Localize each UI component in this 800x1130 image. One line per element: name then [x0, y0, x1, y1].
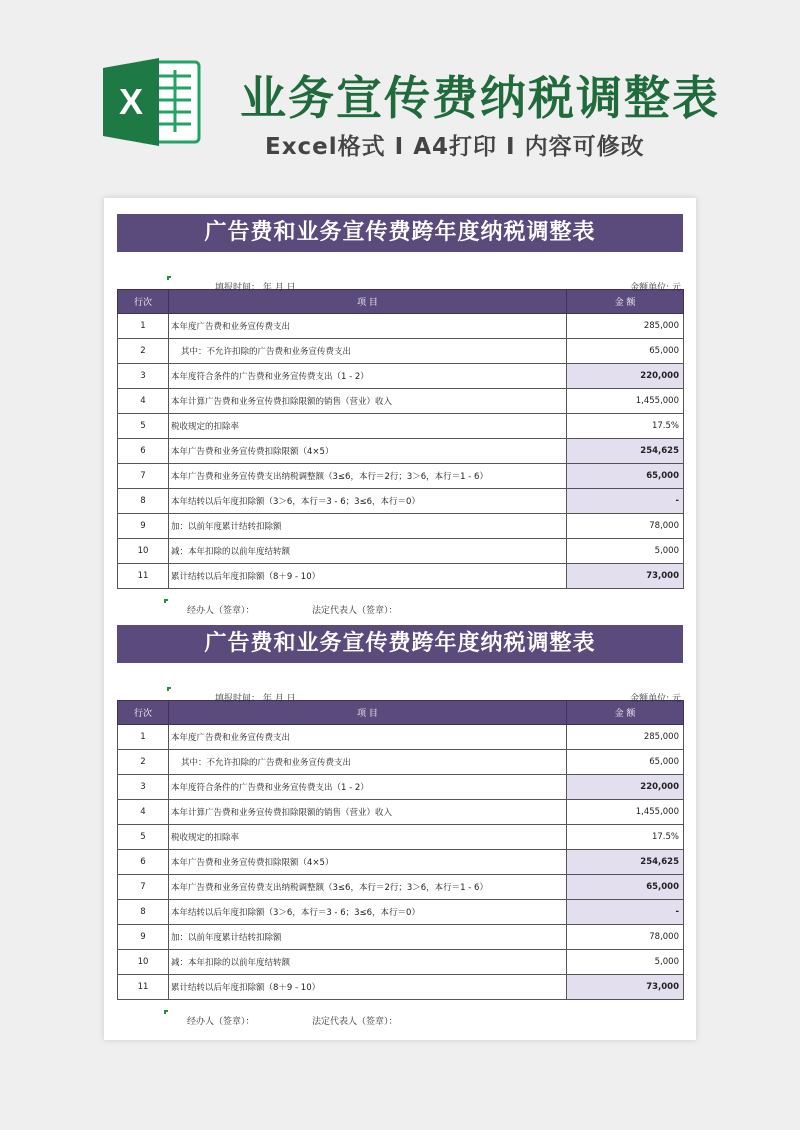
row-amount[interactable]: 73,000	[567, 975, 684, 1000]
table-row	[118, 339, 684, 364]
row-amount[interactable]: 65,000	[567, 339, 684, 364]
row-amount[interactable]: 220,000	[567, 775, 684, 800]
table-row	[118, 489, 684, 514]
row-amount[interactable]: 17.5%	[567, 414, 684, 439]
logo-letter: X	[118, 81, 144, 122]
row-amount[interactable]: 220,000	[567, 364, 684, 389]
row-no[interactable]: 2	[118, 339, 169, 364]
handler-signature-label: 经办人（签章）：	[187, 1017, 255, 1027]
row-item[interactable]: 本年度符合条件的广告费和业务宣传费支出（1 - 2）	[169, 775, 567, 800]
fill-date-label: 填报时间： 年 月 日	[215, 694, 296, 704]
row-no[interactable]: 5	[118, 825, 169, 850]
row-item[interactable]: 本年广告费和业务宣传费扣除限额（4×5）	[169, 850, 567, 875]
table-row	[118, 539, 684, 564]
row-no[interactable]: 11	[118, 564, 169, 589]
row-item[interactable]: 减：本年扣除的以前年度结转额	[169, 539, 567, 564]
table-row	[118, 875, 684, 900]
hero-banner	[0, 0, 800, 190]
row-amount[interactable]: 1,455,000	[567, 800, 684, 825]
row-item[interactable]: 减：本年扣除的以前年度结转额	[169, 950, 567, 975]
legal-rep-signature-label: 法定代表人（签章）：	[312, 1017, 398, 1027]
table-row	[118, 725, 684, 750]
table-row	[118, 950, 684, 975]
table-row	[118, 825, 684, 850]
row-amount[interactable]: 285,000	[567, 725, 684, 750]
paper-sheet	[104, 198, 696, 1040]
row-no[interactable]: 10	[118, 950, 169, 975]
sheet-title: 广告费和业务宣传费跨年度纳税调整表	[117, 214, 683, 252]
row-amount[interactable]: -	[567, 489, 684, 514]
table-row	[118, 900, 684, 925]
row-item[interactable]: 税收规定的扣除率	[169, 414, 567, 439]
table-row	[118, 364, 684, 389]
cell-marker-icon	[167, 276, 171, 280]
table-header-row	[118, 701, 684, 725]
table-row	[118, 750, 684, 775]
legal-rep-signature-label: 法定代表人（签章）：	[312, 606, 398, 616]
row-item[interactable]: 加：以前年度累计结转扣除额	[169, 514, 567, 539]
row-no[interactable]: 8	[118, 489, 169, 514]
row-item[interactable]: 本年度广告费和业务宣传费支出	[169, 725, 567, 750]
table-row	[118, 439, 684, 464]
tax-table-sheet-2	[117, 625, 683, 1034]
unit-label: 金额单位: 元	[630, 283, 681, 293]
header-amount: 金 额	[567, 701, 684, 725]
row-no[interactable]: 5	[118, 414, 169, 439]
hero-subtitle: Excel格式 I A4打印 I 内容可修改	[265, 134, 645, 160]
row-no[interactable]: 7	[118, 875, 169, 900]
cell-marker-icon	[164, 1010, 168, 1014]
row-item[interactable]: 其中：不允许扣除的广告费和业务宣传费支出	[169, 750, 567, 775]
sheet-title: 广告费和业务宣传费跨年度纳税调整表	[117, 625, 683, 663]
table-row	[118, 975, 684, 1000]
cell-marker-icon	[167, 687, 171, 691]
row-amount[interactable]: 254,625	[567, 850, 684, 875]
handler-signature-label: 经办人（签章）：	[187, 606, 255, 616]
signature-row	[117, 589, 683, 623]
header-item: 项 目	[169, 290, 567, 314]
cell-marker-icon	[164, 599, 168, 603]
row-item[interactable]: 本年广告费和业务宣传费支出纳税调整额（3≤6，本行＝2行；3＞6，本行＝1 - 6）	[169, 464, 567, 489]
table-row	[118, 800, 684, 825]
row-amount[interactable]: 5,000	[567, 950, 684, 975]
header-item: 项 目	[169, 701, 567, 725]
excel-logo-icon	[103, 54, 201, 150]
signature-row	[117, 1000, 683, 1034]
tax-table	[117, 700, 684, 1000]
row-amount[interactable]: 78,000	[567, 925, 684, 950]
row-no[interactable]: 11	[118, 975, 169, 1000]
row-no[interactable]: 9	[118, 514, 169, 539]
header-amount: 金 额	[567, 290, 684, 314]
hero-title: 业务宣传费纳税调整表	[240, 71, 720, 125]
table-row	[118, 925, 684, 950]
fill-date-label: 填报时间： 年 月 日	[215, 283, 296, 293]
unit-label: 金额单位: 元	[630, 694, 681, 704]
table-row	[118, 564, 684, 589]
row-no[interactable]: 6	[118, 439, 169, 464]
row-no[interactable]: 4	[118, 800, 169, 825]
row-item[interactable]: 本年广告费和业务宣传费支出纳税调整额（3≤6，本行＝2行；3＞6，本行＝1 - 6）	[169, 875, 567, 900]
row-item[interactable]: 本年结转以后年度扣除额（3＞6，本行＝3 - 6；3≤6，本行＝0）	[169, 489, 567, 514]
row-amount[interactable]: 65,000	[567, 750, 684, 775]
tax-table	[117, 289, 684, 589]
row-amount[interactable]: 285,000	[567, 314, 684, 339]
row-item[interactable]: 其中：不允许扣除的广告费和业务宣传费支出	[169, 339, 567, 364]
header-row-no: 行次	[118, 701, 169, 725]
meta-row	[117, 663, 683, 704]
table-row	[118, 514, 684, 539]
header-row-no: 行次	[118, 290, 169, 314]
row-item[interactable]: 本年计算广告费和业务宣传费扣除限额的销售（营业）收入	[169, 800, 567, 825]
table-row	[118, 775, 684, 800]
row-amount[interactable]: 5,000	[567, 539, 684, 564]
row-no[interactable]: 3	[118, 364, 169, 389]
row-no[interactable]: 9	[118, 925, 169, 950]
row-amount[interactable]: 65,000	[567, 875, 684, 900]
table-row	[118, 414, 684, 439]
row-amount[interactable]: 1,455,000	[567, 389, 684, 414]
row-item[interactable]: 加：以前年度累计结转扣除额	[169, 925, 567, 950]
row-no[interactable]: 7	[118, 464, 169, 489]
row-amount[interactable]: 78,000	[567, 514, 684, 539]
row-item[interactable]: 累计结转以后年度扣除额（8＋9 - 10）	[169, 975, 567, 1000]
row-no[interactable]: 10	[118, 539, 169, 564]
row-amount[interactable]: 17.5%	[567, 825, 684, 850]
row-no[interactable]: 1	[118, 314, 169, 339]
row-item[interactable]: 本年度广告费和业务宣传费支出	[169, 314, 567, 339]
row-amount[interactable]: 73,000	[567, 564, 684, 589]
row-item[interactable]: 本年度符合条件的广告费和业务宣传费支出（1 - 2）	[169, 364, 567, 389]
meta-row	[117, 252, 683, 293]
row-amount[interactable]: 254,625	[567, 439, 684, 464]
table-row	[118, 850, 684, 875]
row-amount[interactable]: -	[567, 900, 684, 925]
table-row	[118, 464, 684, 489]
table-header-row	[118, 290, 684, 314]
row-no[interactable]: 4	[118, 389, 169, 414]
row-no[interactable]: 1	[118, 725, 169, 750]
row-item[interactable]: 本年结转以后年度扣除额（3＞6，本行＝3 - 6；3≤6，本行＝0）	[169, 900, 567, 925]
row-no[interactable]: 6	[118, 850, 169, 875]
row-item[interactable]: 税收规定的扣除率	[169, 825, 567, 850]
row-no[interactable]: 8	[118, 900, 169, 925]
row-item[interactable]: 本年广告费和业务宣传费扣除限额（4×5）	[169, 439, 567, 464]
row-amount[interactable]: 65,000	[567, 464, 684, 489]
tax-table-sheet-1	[117, 214, 683, 623]
row-no[interactable]: 2	[118, 750, 169, 775]
table-row	[118, 389, 684, 414]
row-no[interactable]: 3	[118, 775, 169, 800]
row-item[interactable]: 累计结转以后年度扣除额（8＋9 - 10）	[169, 564, 567, 589]
table-row	[118, 314, 684, 339]
row-item[interactable]: 本年计算广告费和业务宣传费扣除限额的销售（营业）收入	[169, 389, 567, 414]
